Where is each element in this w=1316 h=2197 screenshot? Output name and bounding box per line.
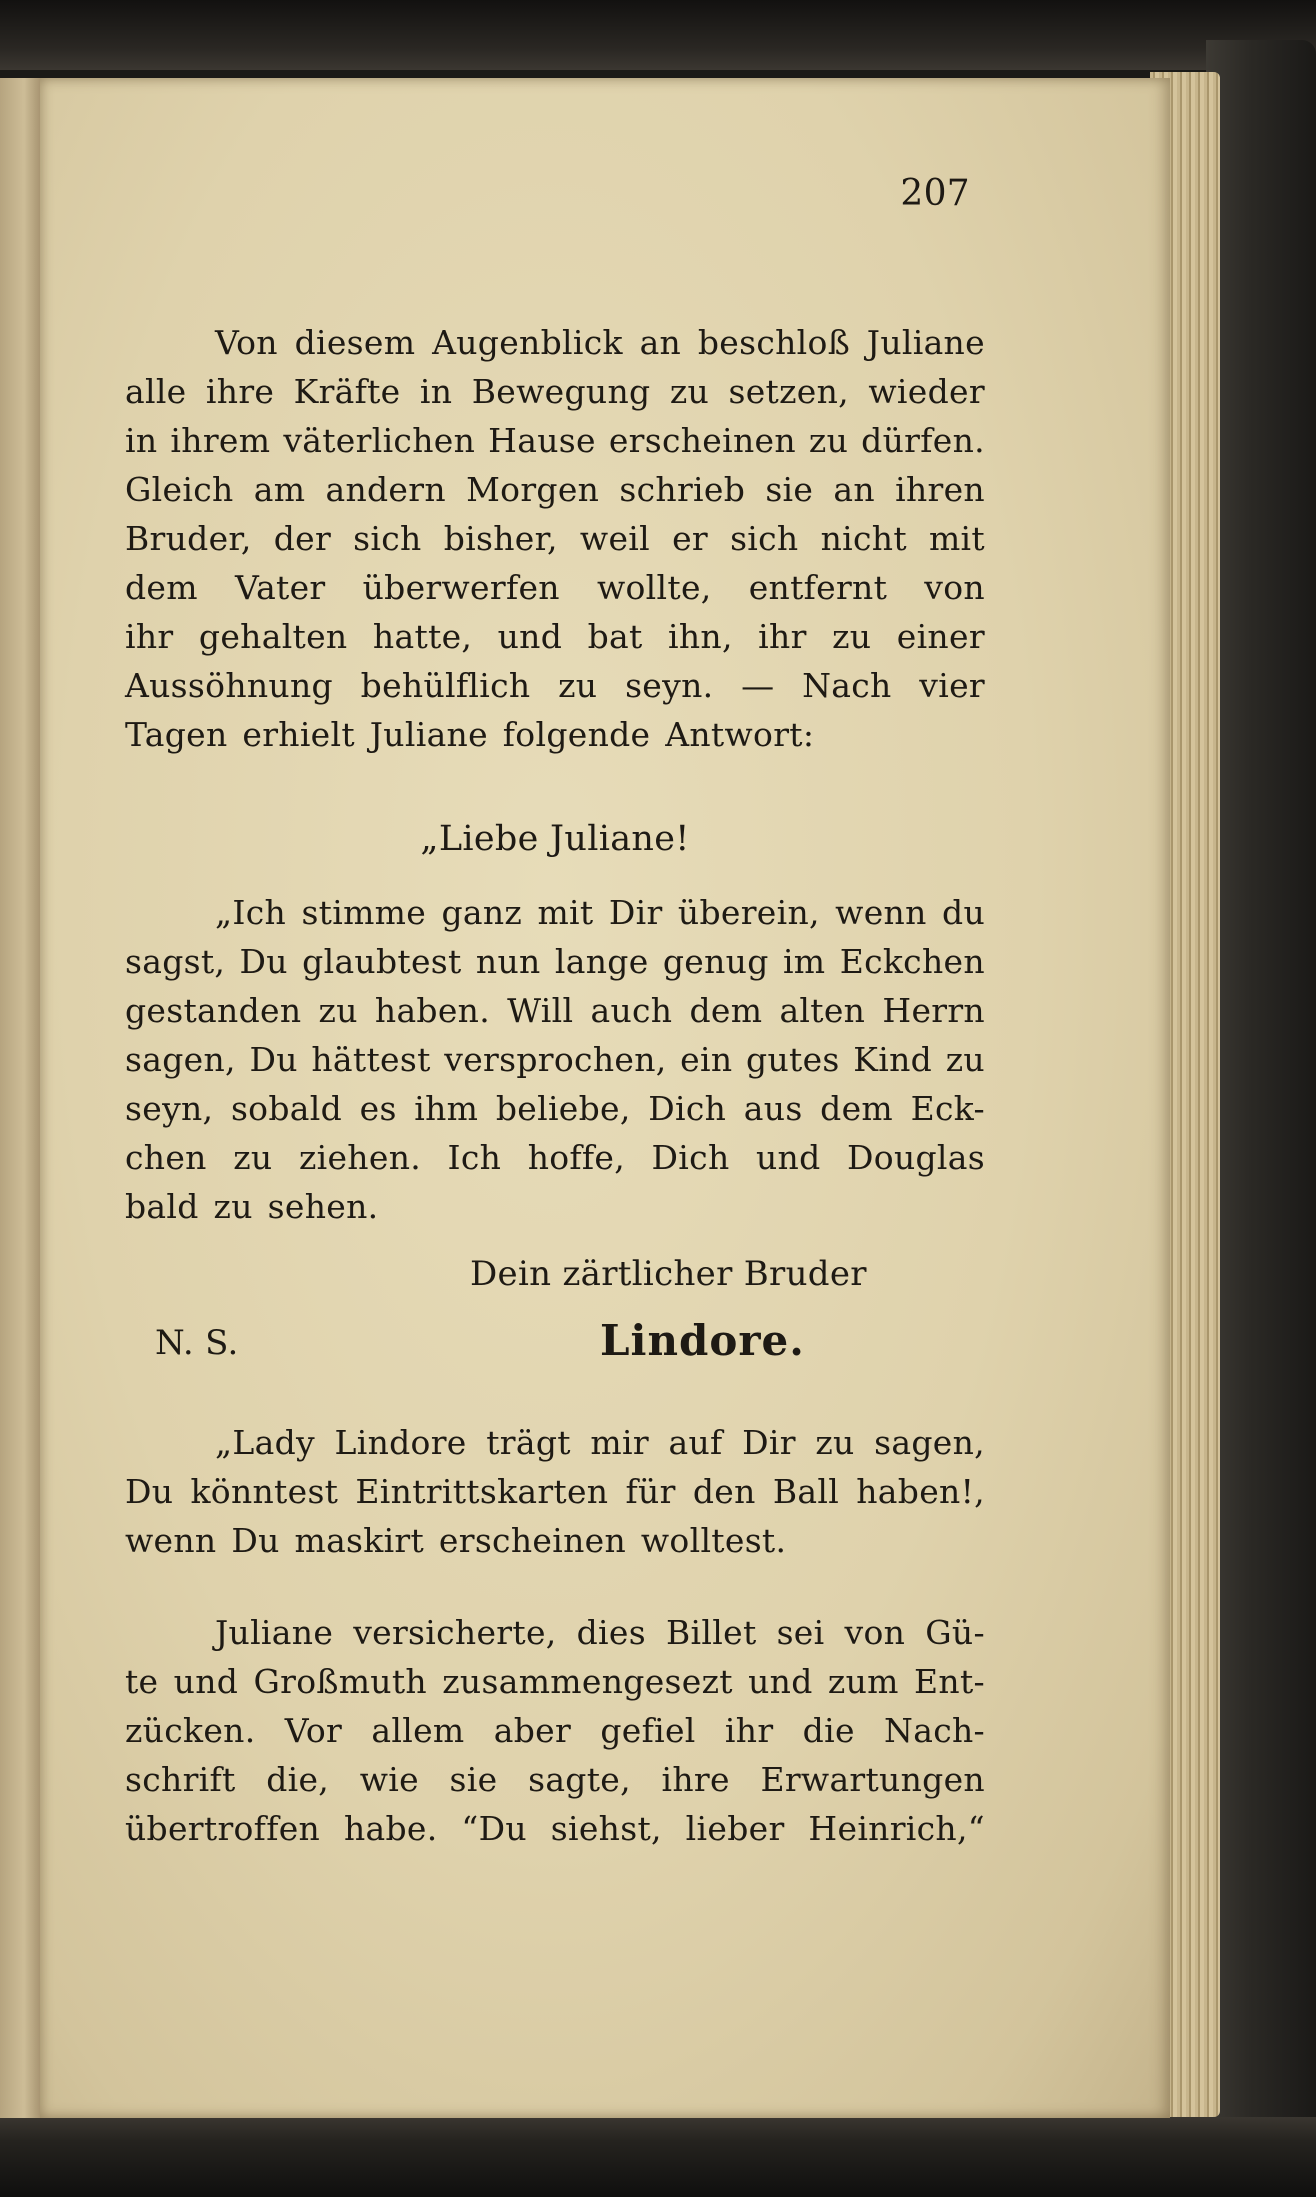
text-line [125,1182,985,1231]
letter-closing: Dein zärtlicher Bruder [470,1254,867,1294]
word: könntest [190,1472,339,1511]
word: gehalten [198,617,348,656]
page-number: 207 [900,173,970,214]
word: wenn [835,893,927,932]
word: hoffe, [527,1138,626,1177]
word: erhielt [242,715,355,754]
word: und [497,617,563,656]
word: seyn. [625,666,714,705]
word: mit [537,893,594,932]
word: zum [827,1662,899,1701]
word: zu [318,991,358,1030]
word: auf [668,1423,723,1462]
word: stimme [301,893,427,932]
word: lieber [685,1809,785,1848]
text-line [125,563,985,612]
word: aus [743,1089,803,1128]
word: bat [587,617,643,656]
text-line [125,1706,985,1755]
text-line [125,416,985,465]
word: nicht [820,519,907,558]
word: Du [125,1472,174,1511]
word: lange [554,942,649,981]
word: wenn [125,1521,217,1560]
word: sagst, [125,942,226,981]
word: ihm [414,1089,479,1128]
word: Du [249,1040,298,1079]
word: gutes [746,1040,840,1079]
word: zu [213,1187,253,1226]
word: er [672,519,708,558]
word: und [748,1662,813,1701]
word: Erwartungen [760,1760,985,1799]
text-line [125,1133,985,1182]
word: Bewegung [471,372,651,411]
word: hatte, [372,617,473,656]
word: sei [776,1613,825,1652]
word: ein [680,1040,733,1079]
word: weil [579,519,650,558]
word: versicherte, [353,1613,557,1652]
word: Tagen [125,715,228,754]
word: ihre [661,1760,730,1799]
word: am [253,470,306,509]
word: behülflich [360,666,531,705]
word: schrieb [619,470,746,509]
word: Morgen [466,470,600,509]
word: väterlichen [283,421,476,460]
word: überein, [677,893,820,932]
word: zu [945,1040,985,1079]
word: dürfen. [861,421,985,460]
word: zücken. [125,1711,256,1750]
word: Will [507,991,574,1030]
word: es [359,1089,397,1128]
word: bald [125,1187,199,1226]
word: sich [730,519,799,558]
word: hättest [311,1040,431,1079]
word: Kräfte [293,372,401,411]
word: entfernt [748,568,888,607]
word: die, [266,1760,330,1799]
word: für [625,1472,676,1511]
word: übertroffen [125,1809,321,1848]
word: trägt [486,1423,571,1462]
text-line [125,514,985,563]
word: ihr [758,617,807,656]
word: der [273,519,332,558]
word: an [639,323,682,362]
word: dem [820,1089,893,1128]
word: Juliane [866,323,985,362]
text-line [125,937,985,986]
word: sie [765,470,814,509]
word: dem [689,991,763,1030]
word: zu [832,617,872,656]
word: den [692,1472,756,1511]
word: „Lady [215,1423,315,1462]
text-line [125,367,985,416]
word: sie [449,1760,498,1799]
word: Lindore [334,1423,467,1462]
text-line [125,465,985,514]
word: wolltest. [640,1521,787,1560]
word: erscheinen [438,1521,627,1560]
word: Eintrittskarten [355,1472,609,1511]
word: überwerfen [362,568,560,607]
word: zusammengesezt [442,1662,733,1701]
text-line [125,710,985,759]
word: ziehen. [298,1138,422,1177]
word: Vor [284,1711,343,1750]
word: Eckchen [839,942,985,981]
word: genug [662,942,769,981]
word: alten [779,991,866,1030]
letter-signature: Lindore. [600,1316,805,1365]
word: erscheinen [608,421,796,460]
word: die [802,1711,855,1750]
word: Bruder, [125,519,252,558]
text-line [125,1755,985,1804]
word: zu [808,421,849,460]
word: “Du [461,1809,527,1848]
word: Heinrich,“ [808,1809,985,1848]
word: Ent- [914,1662,985,1701]
word: seyn, [125,1089,214,1128]
word: ihren [895,470,985,509]
word: zu [558,666,598,705]
word: Juliane [369,715,488,754]
facing-page-edge [0,78,40,2118]
word: zu [815,1423,855,1462]
word: wieder [868,372,985,411]
text-line [125,986,985,1035]
word: Hause [488,421,596,460]
word: Von [215,323,278,362]
word: einer [896,617,985,656]
word: Augenblick [432,323,623,362]
word: folgende [502,715,651,754]
word: und [173,1662,239,1701]
word: Dich [648,1089,727,1128]
word: ihn, [667,617,733,656]
word: sehen. [267,1187,379,1226]
word: allem [371,1711,465,1750]
word: Eck- [910,1089,985,1128]
word: sobald [230,1089,343,1128]
word: ihr [724,1711,774,1750]
word: „Ich [215,893,287,932]
word: versprochen, [444,1040,667,1079]
word: maskirt [294,1521,425,1560]
word: Gleich [125,470,234,509]
word: gefiel [600,1711,696,1750]
word: Nach [802,666,892,705]
word: aber [493,1711,572,1750]
word: Gü- [925,1613,985,1652]
word: Herrn [882,991,985,1030]
word: und [755,1138,821,1177]
word: ihrem [170,421,271,460]
word: alle [125,372,187,411]
word: von [924,568,985,607]
word: in [419,372,453,411]
word: Dich [651,1138,730,1177]
word: chen [125,1138,207,1177]
word: Aussöhnung [125,666,333,705]
word: — [741,666,775,705]
word: Ich [447,1138,502,1177]
word: habe. [343,1809,438,1848]
word: diesem [294,323,416,362]
word: auch [590,991,673,1030]
word: ihre [205,372,275,411]
word: mir [590,1423,649,1462]
text-line [125,1467,985,1516]
text-line [125,1035,985,1084]
word: schrift [125,1760,236,1799]
word: Vater [234,568,326,607]
letter-body [125,888,985,1231]
text-line [125,1608,985,1657]
word: Antwort: [665,715,815,754]
text-line [125,1084,985,1133]
word: gestanden [125,991,302,1030]
text-line [125,1418,985,1467]
word: in [125,421,158,460]
word: Nach- [884,1711,985,1750]
text-line [125,1657,985,1706]
book-cover-right [1206,40,1316,2150]
word: vier [919,666,985,705]
word: im [782,942,826,981]
word: Ball [772,1472,840,1511]
word: dem [125,568,198,607]
text-line [125,661,985,710]
word: te [125,1662,159,1701]
text-line [125,888,985,937]
word: sagte, [528,1760,631,1799]
word: setzen, [728,372,849,411]
word: siehst, [550,1809,662,1848]
word: Dir [742,1423,796,1462]
postscript-marker: N. S. [155,1323,239,1363]
word: Juliane [215,1613,334,1652]
word: ihr [125,617,174,656]
word: sich [353,519,422,558]
word: Großmuth [253,1662,427,1701]
word: haben!, [856,1472,985,1511]
word: ganz [441,893,523,932]
word: du [942,893,985,932]
word: wie [359,1760,419,1799]
word: Douglas [847,1138,985,1177]
word: Du [239,942,288,981]
word: bisher, [443,519,558,558]
word: sagen, [874,1423,985,1462]
word: beschloß [697,323,851,362]
word: haben. [374,991,491,1030]
postscript [125,1418,985,1565]
paragraph-1 [125,318,985,759]
book-cover-bottom [0,2117,1316,2197]
word: an [833,470,875,509]
book-cover-top [0,0,1316,70]
word: dies [576,1613,646,1652]
letter-salutation: „Liebe Juliane! [420,819,690,859]
text-line [125,1516,985,1565]
word: Dir [608,893,663,932]
word: mit [928,519,985,558]
word: andern [325,470,446,509]
text-line [125,612,985,661]
text-line [125,1804,985,1853]
word: glaubtest [302,942,462,981]
word: nun [475,942,541,981]
word: zu [233,1138,273,1177]
text-line [125,318,985,367]
word: Billet [666,1613,757,1652]
word: wollte, [596,568,712,607]
word: Kind [853,1040,933,1079]
word: sagen, [125,1040,236,1079]
word: von [844,1613,906,1652]
paragraph-2 [125,1608,985,1853]
word: Du [231,1521,280,1560]
word: zu [669,372,710,411]
word: beliebe, [495,1089,631,1128]
